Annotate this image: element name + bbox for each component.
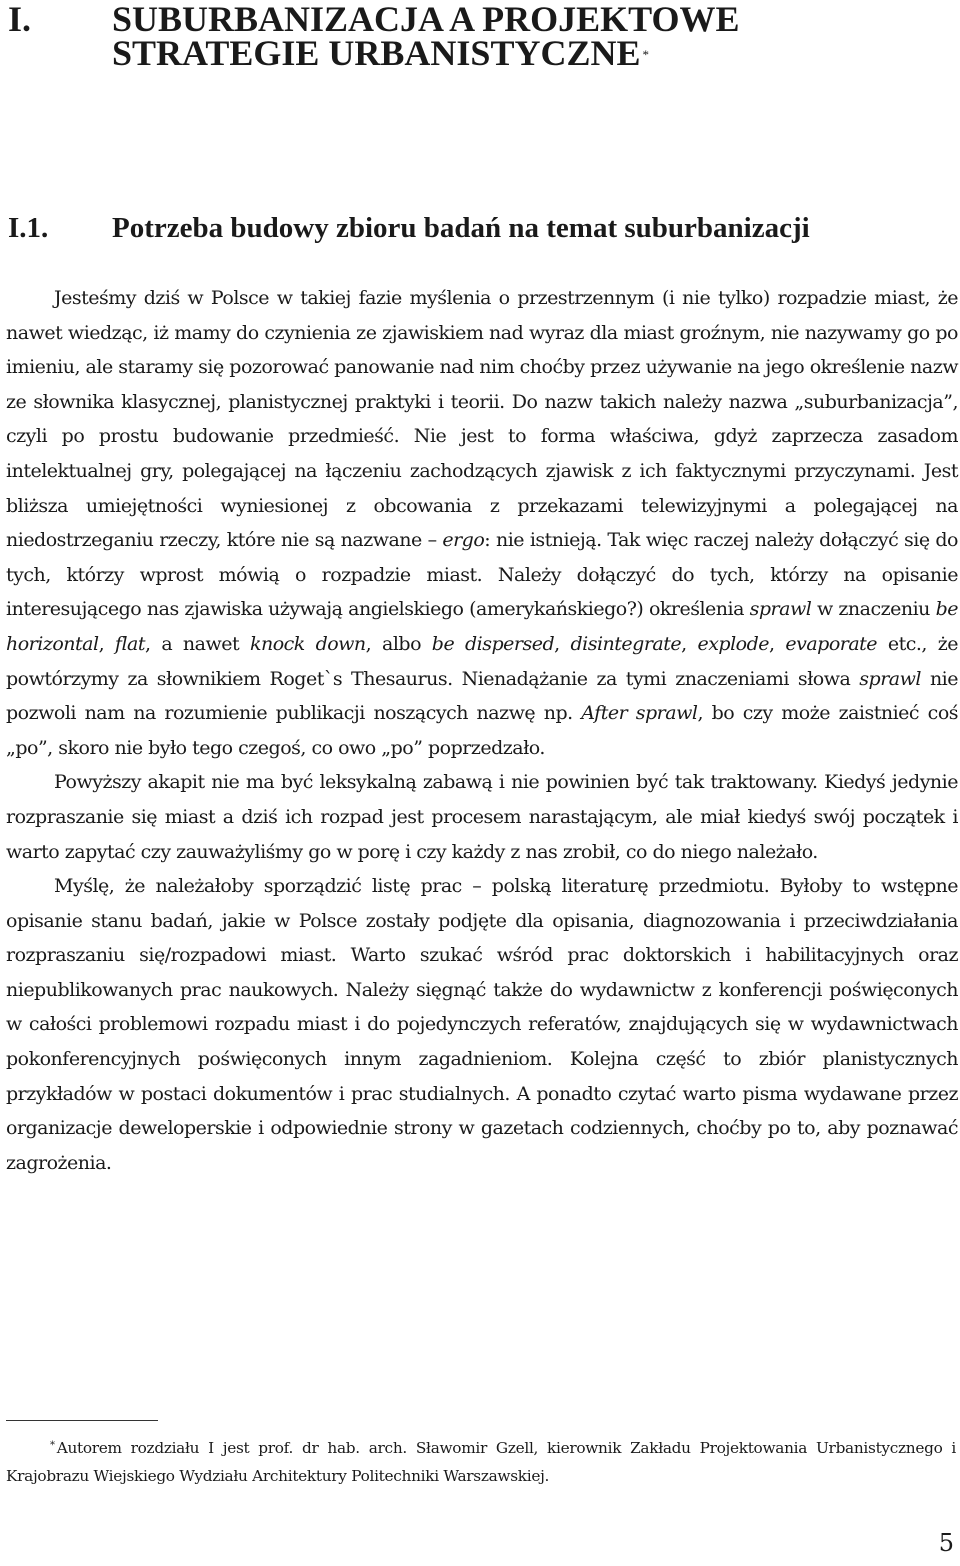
chapter-title-block xyxy=(112,0,932,73)
footnote-separator xyxy=(6,1420,158,1421)
italic-term: disintegrate xyxy=(570,632,682,655)
italic-term: be dispersed xyxy=(431,632,555,655)
text-segment: Myślę, że należałoby sporządzić listę prac – polską literaturę przedmiotu. Byłoby to wstępne opisanie stanu badań, jakie w Polsce zostały podjęte dla opisania, diagnozowania i przeciwdziałania rozpraszaniu się/rozpadowi miast. Warto szukać wśród prac doktorskich i habilitacyjnych oraz niepublikowanych prac naukowych. Należy sięgnąć także do wydawnictw z konferencji poświęconych w całości problemowi rozpadu miast i do pojedynczych referatów, znajdujących się w wydawnictwach pokonferencyjnych poświęconych innym zagadnieniom. Kolejna część to zbiór planistycznych przykładów w postaci dokumentów i prac studialnych. A ponadto czytać warto pisma wydawane przez organizacje deweloperskie i odpowiednie strony w gazetach codziennych, choćby po to, aby poznawać zagrożenia. xyxy=(6,875,958,1174)
section-title: Potrzeba budowy zbioru badań na temat suburbanizacji xyxy=(112,212,810,244)
text-segment: Jesteśmy dziś w Polsce w takiej fazie myślenia o przestrzennym (i nie tylko) rozpadzie miast, że nawet wiedząc, iż mamy do czynienia ze zjawiskiem nad wyraz dla miast groźnym, nie nazywamy go po imieniu, ale staramy się pozorować panowanie nad nim choćby przez używanie na jego określenie nazw ze słownika klasycznej, planistycznej praktyki i teorii. Do nazw takich należy nazwa „suburbanizacja”, czyli po prostu budowanie przedmieść. Nie jest to forma właściwa, gdyż zaprzecza zasadom intelektualnej gry, polegającej na łączeniu zachodzących zjawisk z ich faktycznymi przyczynami. Jest bliższa umiejętności wyniesionej z obcowania z przekazami telewizyjnymi a polegającej na niedostrzeganiu rzeczy, które nie są nazwane – xyxy=(6,287,958,552)
italic-term: be horizontal xyxy=(6,598,958,655)
text-segment: , bo czy może zaistnieć coś „po”, skoro nie było tego czegoś, co owo „po” poprzedzało. xyxy=(6,702,959,759)
italic-term: flat xyxy=(114,632,145,655)
italic-term: knock down xyxy=(249,632,366,655)
text-segment: , xyxy=(98,632,115,655)
text-segment: , xyxy=(554,632,571,655)
text-segment: , a nawet xyxy=(144,632,250,655)
italic-term: explode xyxy=(697,632,770,655)
italic-term: sprawl xyxy=(749,598,812,621)
italic-term: evaporate xyxy=(785,632,878,655)
italic-term: After sprawl xyxy=(581,702,698,725)
italic-term: sprawl xyxy=(859,667,921,690)
text-segment: Powyższy akapit nie ma być leksykalną zabawą i nie powinien być tak traktowany. Kiedyś jedynie rozpraszanie się miast a dziś ich rozpad jest procesem narastającym, ale miał kiedyś swój początek i warto zapytać czy zauważyliśmy go w porę i czy każdy z nas zrobił, co do niego należało. xyxy=(6,771,958,863)
page-number: 5 xyxy=(938,1529,954,1557)
text-segment: etc., że powtórzymy za słownikiem Roget`s Thesaurus. Nienadążanie za tymi znaczeniami słowa xyxy=(6,632,958,690)
text-segment: , xyxy=(769,632,786,655)
text-segment: : nie istnieją. Tak więc raczej należy dołączyć się do tych, którzy wprost mówią o rozpadzie miast. Należy dołączyć do tych, którzy na opisanie interesującego nas zjawiska używają angielskiego (amerykańskiego?) określenia xyxy=(6,529,958,621)
body-paragraph xyxy=(6,765,958,869)
body-paragraph xyxy=(6,869,958,1180)
chapter-number: I. xyxy=(8,0,32,39)
footnote-marker: * xyxy=(50,1440,55,1451)
footnote xyxy=(6,1434,956,1490)
section-number: I.1. xyxy=(8,212,49,244)
text-segment: nie pozwoli nam na rozumienie publikacji noszących nazwę np. xyxy=(6,667,958,725)
body-text xyxy=(6,281,958,1180)
chapter-title: SUBURBANIZACJA A PROJEKTOWE STRATEGIE URBANISTYCZNE xyxy=(112,0,740,73)
italic-term: ergo xyxy=(442,529,485,552)
chapter-footnote-marker: * xyxy=(642,47,649,62)
body-paragraph xyxy=(6,281,958,765)
text-segment: , albo xyxy=(365,632,432,655)
text-segment: , xyxy=(681,632,698,655)
text-segment: w znaczeniu xyxy=(811,598,936,621)
footnote-text: Autorem rozdziału I jest prof. dr hab. arch. Sławomir Gzell, kierownik Zakładu Projektowania Urbanistycznego i Krajobrazu Wiejskiego Wydziału Architektury Politechniki Warszawskiej. xyxy=(6,1439,956,1485)
